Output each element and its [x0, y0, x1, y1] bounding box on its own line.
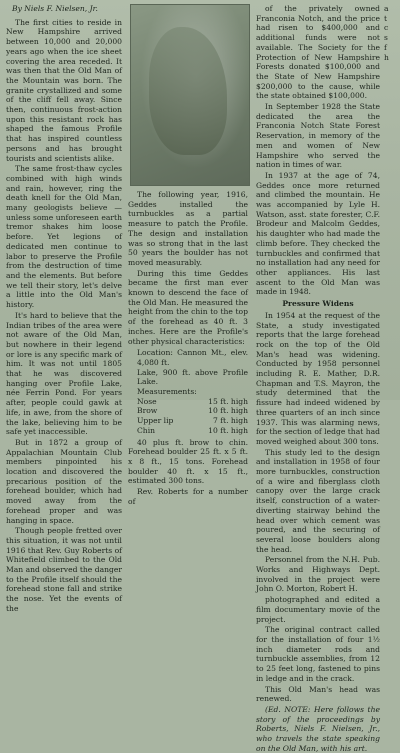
spec-row: Location: Cannon Mt., elev. 4,080 ft.	[137, 348, 248, 367]
paragraph: It's hard to believe that the Indian tribes of the area were not aware of the Old Man, but nowhere in their legend or lore is any specific mark of him. It was not until 1805 that he was discovered hanging over Profile Lake, née Ferrin Pond. For years after, people could gawk at life, in awe, from the shore of the lake, believing him to be safe yet inaccessible.	[6, 310, 122, 437]
editor-note: (Ed. NOTE: Here follows the story of the proceedings by Roberts, Niels F. Nielsen, Jr., who travels the state speaking on the Old Man, with his art.	[256, 704, 380, 753]
article-column-3	[256, 4, 380, 753]
article-column-4-edge: a t c s f h	[384, 4, 389, 62]
byline: By Niels F. Nielsen, Jr.	[12, 4, 98, 13]
spec-row: Lake, 900 ft. above Profile Lake.	[137, 367, 248, 387]
paragraph: This study led to the design and installation in 1958 of four more turnbuckles, construction of a wire and fiberglass cloth canopy over the large crack itself, construction of a water-diverting stairway behind the head over which cement was poured, and the securing of several loose boulders along the head.	[256, 447, 380, 554]
spec-row: Upper lip 7 ft. high	[137, 416, 248, 426]
spec-row: Nose 15 ft. high	[137, 396, 248, 406]
paragraph: But in 1872 a group of Appalachian Mountain Club members pinpointed his location and discovered the precarious position of the forehead boulder, which had moved away from the forehead proper and was hanging in space.	[6, 437, 122, 525]
spec-row: Brow 10 ft. high	[137, 406, 248, 416]
paragraph: Rev. Roberts for a number of	[128, 487, 248, 506]
paragraph: In 1937 at the age of 74, Geddes once more returned and climbed the mountain. He was accompanied by Lyle H. Watson, asst. state forester, C.F. Brodeur and Malcolm Geddes, his daughter who had made the climb before. They checked the turnbuckles and confirmed that no installation had any need for other appliances. His last ascent to the Old Man was made in 1948.	[256, 170, 380, 297]
profile-specs	[137, 348, 248, 435]
article-column-2	[128, 4, 248, 506]
article-column-1	[6, 4, 122, 613]
paragraph: photographed and edited a film documentary movie of the project.	[256, 595, 380, 624]
paragraph: In September 1928 the State dedicated the area the Franconia Notch State Forest Reservation, in memory of the men and women of New Hampshire who served the nation in times of war.	[256, 102, 380, 170]
paragraph: During this time Geddes became the first man ever known to descend the face of the Old Man. He measured the height from the chin to the top of the forehead as 40 ft. 3 inches. Here are the Profile's other physical characteristics:	[128, 268, 248, 346]
paragraph: of the privately owned Franconia Notch, and the price had risen to $400,000 and additional funds were not available. The Society for the Protection of New Hampshire Forests donated $100,000 and the State of New Hampshire $200,000 to the cause, while the state obtained $100,000.	[256, 4, 380, 101]
paragraph: In 1954 at the request of the State, a study investigated reports that the large forehead rock on the top of the Old Man's head was widening. Conducted by 1958 personnel including R. E. Mather, D.R. Chapman and T.S. Mayron, the study determined that the fissure had indeed widened by three quarters of an inch since 1937. This was alarming news, for the section of ledge that had moved weighed about 300 tons.	[256, 310, 380, 446]
paragraph: The following year, 1916, Geddes installed the turnbuckles as a partial measure to patch the Profile. The design and installation was so strong that in the last 50 years the boulder has not moved measurably.	[128, 190, 248, 267]
paragraph: 40 plus ft. brow to chin. Forehead boulder 25 ft. x 5 ft. x 8 ft., 15 tons. Forehead boulder 40 ft. x 15 ft., estimated 300 tons.	[128, 437, 248, 486]
section-heading: Pressure Widens	[282, 299, 354, 309]
paragraph: Personnel from the N.H. Pub. Works and Highways Dept. involved in the project were John O. Morton, Robert H.	[256, 555, 380, 594]
paragraph: The first cities to reside in New Hampshire arrived between 10,000 and 20,000 years ago when the ice sheet covering the area receded. It was then that the Old Man of the Mountain was born. The granite crystallized and some of the cliff fell away. Since then, continuous frost-action upon this resistant rock has shaped the famous Profile that has inspired countless persons and has brought tourists and scientists alike.	[6, 17, 122, 163]
spec-row: Chin 10 ft. high	[137, 425, 248, 435]
paragraph: This Old Man's head was renewed.	[256, 684, 380, 704]
spec-row: Measurements:	[137, 387, 197, 397]
paragraph: The same frost-thaw cycles combined with high winds and rain, however, ring the death knell for the Old Man, many geologists believe — unless some unforeseen earth tremor shakes him loose before. Yet legions of dedicated men continue to labor to preserve the Profile from the destruction of time and the elements. But before we tell their story, let's delve a little into the Old Man's history.	[6, 164, 122, 310]
paragraph: The original contract called for the installation of four 1½ inch diameter rods and turnbuckle assemblies, from 12 to 25 feet long, fastened to pins in ledge and in the crack.	[256, 625, 380, 683]
paragraph: Though people fretted over this situation, it was not until 1916 that Rev. Guy Roberts of Whitefield climbed to the Old Man and observed the danger to the Profile itself should the forehead stone fall and strike the nose. Yet the events of the	[6, 526, 122, 613]
